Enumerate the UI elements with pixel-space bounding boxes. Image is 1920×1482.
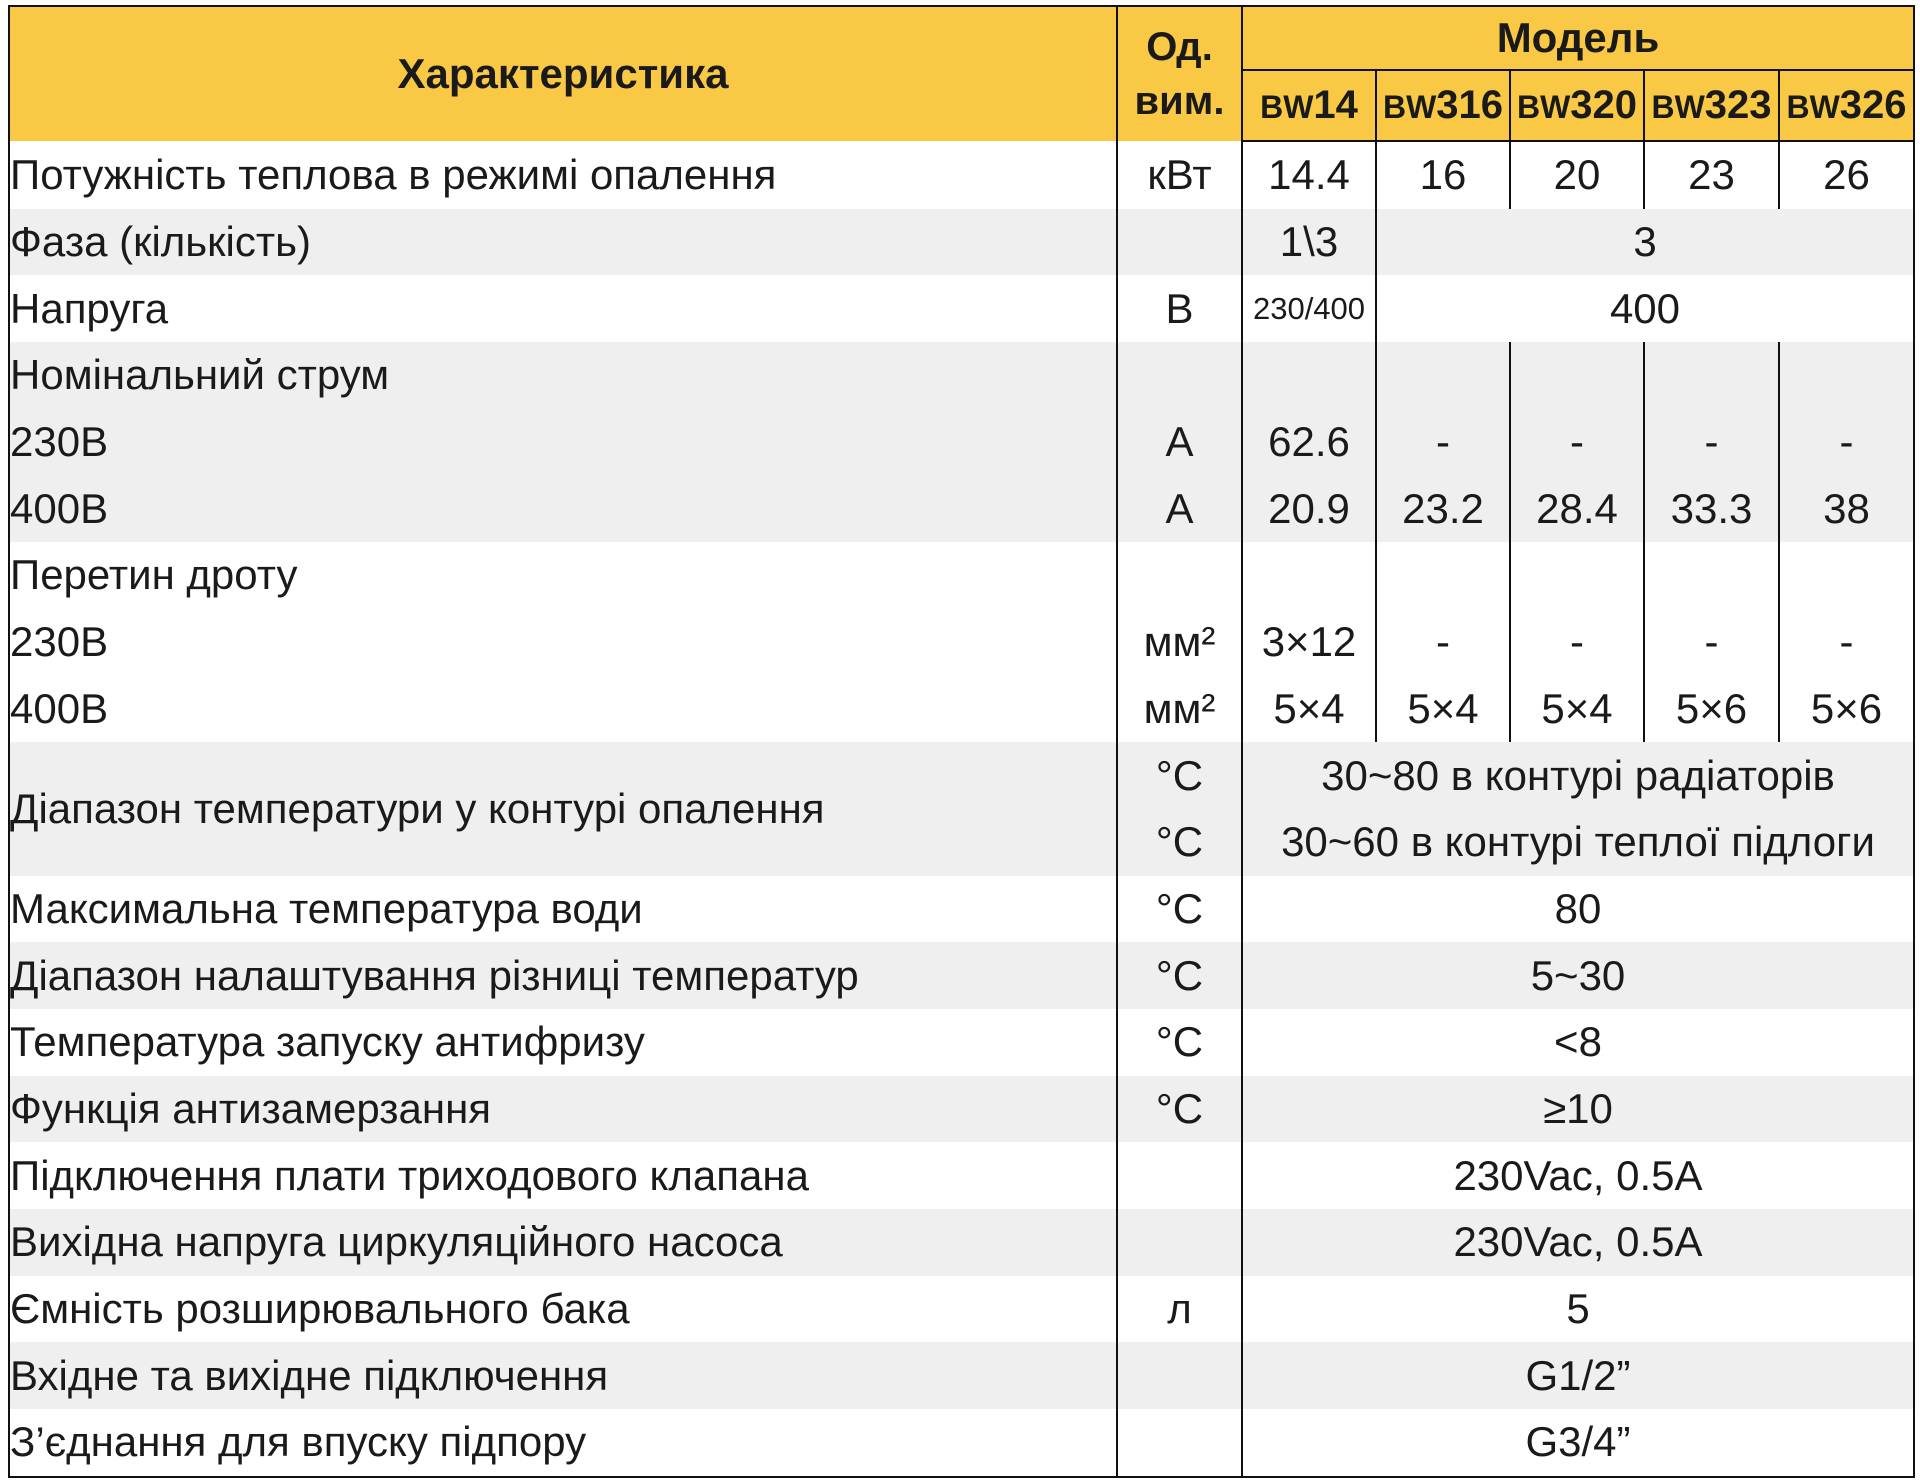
row-unit: °C	[1117, 1076, 1242, 1143]
table-row-antifreezing	[9, 1076, 1914, 1143]
cell-value	[1510, 542, 1644, 609]
cell-value	[1644, 342, 1779, 409]
row-label: Температура запуску антифризу	[9, 1009, 1117, 1076]
row-label: Перетин дроту	[9, 542, 1117, 609]
cell-value: 5×4	[1376, 676, 1510, 743]
row-label: Максимальна температура води	[9, 876, 1117, 943]
cell-value	[1376, 542, 1510, 609]
cell-value-merged: 3	[1376, 209, 1914, 276]
cell-value: 28.4	[1510, 475, 1644, 542]
cell-value: 5×4	[1510, 676, 1644, 743]
row-label: З’єднання для впуску підпору	[9, 1409, 1117, 1477]
table-row-max-water	[9, 876, 1914, 943]
cell-value: 5×6	[1644, 676, 1779, 743]
cell-value: 5×6	[1810, 684, 1883, 732]
row-label: Номінальний струм	[9, 342, 1117, 409]
cell-value	[1242, 342, 1376, 409]
cell-value: 26	[1823, 151, 1870, 199]
row-unit: л	[1117, 1276, 1242, 1343]
cell-value: 230/400	[1242, 275, 1376, 342]
row-label: Підключення плати триходового клапана	[9, 1142, 1117, 1209]
cell-value: 3×12	[1242, 609, 1376, 676]
row-unit: мм²	[1117, 676, 1242, 743]
header-model-bw316: BW316	[1376, 70, 1510, 141]
cell-value	[1779, 542, 1914, 609]
row-unit: В	[1117, 275, 1242, 342]
row-unit: °C	[1117, 809, 1242, 876]
cell-value-merged: ≥10	[1242, 1076, 1914, 1143]
row-label: 230В	[9, 409, 1117, 476]
row-unit: °C	[1117, 742, 1242, 809]
cell-value: 23	[1644, 141, 1779, 209]
table-row-io	[9, 1342, 1914, 1409]
cell-value: -	[1644, 609, 1779, 676]
cell-value	[1644, 542, 1779, 609]
table-row-current-230	[9, 409, 1914, 476]
table-row-power	[9, 141, 1914, 209]
row-unit	[1117, 342, 1242, 409]
table-row-phase	[9, 209, 1914, 276]
row-label: Функція антизамерзання	[9, 1076, 1117, 1143]
cell-value: 38	[1779, 475, 1914, 542]
header-model-bw320: BW320	[1510, 70, 1644, 141]
header-model-bw14: BW14	[1242, 70, 1376, 141]
cell-value-merged: 5	[1566, 1285, 1590, 1333]
cell-value-merged: 30~60 в контурі теплої підлоги	[1242, 809, 1914, 876]
cell-value-merged: 400	[1609, 284, 1681, 332]
cell-value-merged: 80	[1554, 884, 1602, 932]
cell-value: -	[1376, 409, 1510, 476]
cell-value-merged: 230Vac, 0.5A	[1453, 1151, 1703, 1199]
cell-value-merged: 5~30	[1242, 942, 1914, 1009]
row-unit: А	[1117, 409, 1242, 476]
header-unit-line2: вим.	[1134, 79, 1225, 123]
header-characteristic: Характеристика	[9, 6, 1117, 141]
table-row-wire	[9, 542, 1914, 609]
row-unit: кВт	[1117, 141, 1242, 209]
row-label: Вихідна напруга циркуляційного насоса	[9, 1209, 1117, 1276]
table-row-wire-400	[9, 676, 1914, 743]
header-unit-line1: Од.	[1146, 25, 1213, 69]
spec-table	[8, 5, 1915, 1478]
cell-value: 23.2	[1376, 475, 1510, 542]
row-unit	[1117, 209, 1242, 276]
cell-value: -	[1376, 609, 1510, 676]
row-unit	[1117, 1209, 1242, 1276]
cell-value-merged: G1/2”	[1242, 1342, 1914, 1409]
table-row-valve	[9, 1142, 1914, 1209]
cell-value: -	[1779, 409, 1914, 476]
row-unit	[1117, 1342, 1242, 1409]
header-model: Модель	[1242, 6, 1914, 70]
cell-value: 5×4	[1242, 676, 1376, 743]
header-model-bw326: BW326	[1779, 70, 1914, 141]
row-unit: °C	[1117, 942, 1242, 1009]
row-label: 230В	[9, 609, 1117, 676]
table-row-feed	[9, 1409, 1914, 1477]
cell-value: -	[1839, 618, 1854, 666]
cell-value: -	[1510, 409, 1644, 476]
cell-value-merged: <8	[1554, 1018, 1602, 1066]
row-unit: мм²	[1117, 609, 1242, 676]
cell-value: 33.3	[1644, 475, 1779, 542]
row-label: 400В	[9, 676, 1117, 743]
cell-value-merged: 230Vac, 0.5A	[1242, 1209, 1914, 1276]
row-unit	[1117, 1142, 1242, 1209]
table-row-tank	[9, 1276, 1914, 1343]
row-label: Ємність розширювального бака	[9, 1276, 1117, 1343]
cell-value	[1376, 342, 1510, 409]
row-unit: °C	[1117, 1009, 1242, 1076]
table-row-diff-range	[9, 942, 1914, 1009]
table-row-temp-range	[9, 742, 1914, 809]
table-row-current	[9, 342, 1914, 409]
row-label: Вхідне та вихідне підключення	[9, 1342, 1117, 1409]
cell-value: 20	[1510, 141, 1644, 209]
header-unit	[1117, 6, 1242, 141]
cell-value: -	[1644, 409, 1779, 476]
row-label: Діапазон налаштування різниці температур	[9, 942, 1117, 1009]
table-row-voltage	[9, 275, 1914, 342]
row-unit: А	[1117, 475, 1242, 542]
table-row-wire-230	[9, 609, 1914, 676]
cell-value: 1\3	[1242, 209, 1376, 276]
table-row-current-400	[9, 475, 1914, 542]
cell-value: -	[1510, 609, 1644, 676]
cell-value-merged: 30~80 в контурі радіаторів	[1242, 742, 1914, 809]
row-label: Потужність теплова в режимі опалення	[9, 141, 1117, 209]
cell-value: 14.4	[1242, 141, 1376, 209]
row-unit	[1117, 542, 1242, 609]
row-label: 400В	[9, 475, 1117, 542]
cell-value	[1242, 542, 1376, 609]
row-unit: °C	[1117, 876, 1242, 943]
row-label: Діапазон температури у контурі опалення	[9, 742, 1117, 875]
table-row-antifreeze	[9, 1009, 1914, 1076]
row-label: Напруга	[9, 275, 1117, 342]
row-label: Фаза (кількість)	[9, 209, 1117, 276]
row-unit	[1117, 1409, 1242, 1477]
cell-value: 62.6	[1242, 409, 1376, 476]
table-row-pump	[9, 1209, 1914, 1276]
cell-value-merged: G3/4”	[1525, 1418, 1631, 1466]
cell-value: 20.9	[1242, 475, 1376, 542]
cell-value	[1779, 342, 1914, 409]
header-model-bw323: BW323	[1644, 70, 1779, 141]
cell-value: 16	[1376, 141, 1510, 209]
cell-value	[1510, 342, 1644, 409]
